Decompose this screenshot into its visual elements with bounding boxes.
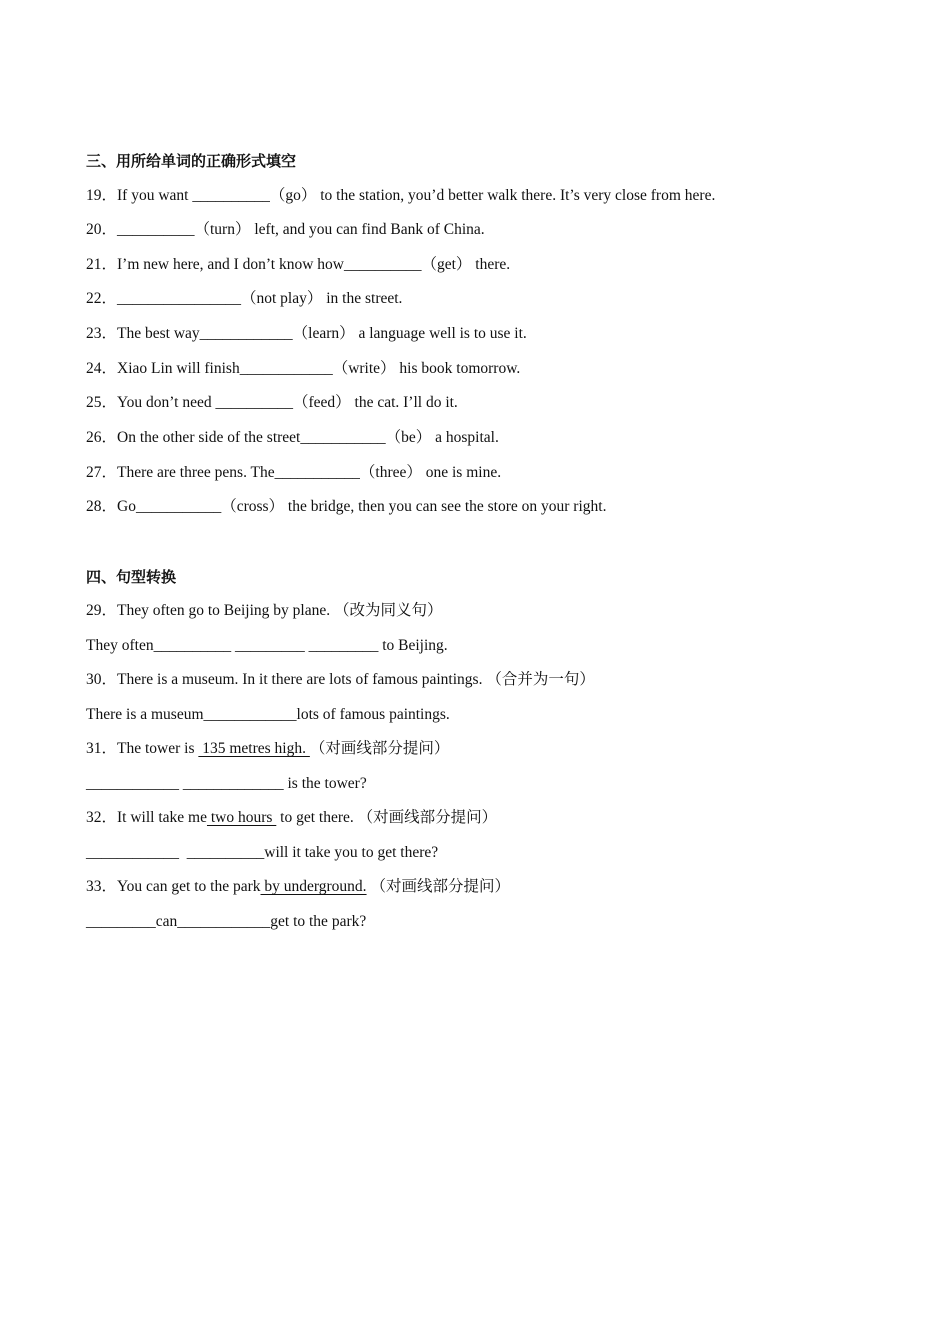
- section-3-heading: 三、用所给单词的正确形式填空: [86, 152, 297, 170]
- question-31: [86, 739, 449, 759]
- question-30: 30．There is a museum. In it there are lots of famous paintings. （合并为一句）: [86, 671, 595, 688]
- question-31-text: 31．The tower is: [86, 740, 199, 757]
- question-24: 24．Xiao Lin will finish____________（write） his book tomorrow.: [86, 360, 521, 377]
- question-33: [86, 877, 510, 897]
- section-4-heading: 四、句型转换: [86, 568, 177, 586]
- question-31-instruction: （对画线部分提问）: [309, 740, 450, 757]
- question-25: 25．You don’t need __________（feed） the cat. I’ll do it.: [86, 394, 458, 411]
- answer-33: _________can____________get to the park?: [86, 913, 367, 930]
- answer-32: ____________ __________will it take you to get there?: [86, 844, 439, 861]
- question-33-text: 33．You can get to the park: [86, 878, 261, 895]
- question-32: [86, 808, 497, 828]
- question-32-underlined: two hours: [206, 809, 277, 826]
- question-23: 23．The best way____________（learn） a language well is to use it.: [86, 325, 527, 342]
- answer-30: There is a museum____________lots of famous paintings.: [86, 706, 450, 723]
- question-21: 21．I’m new here, and I don’t know how__________（get） there.: [86, 256, 511, 273]
- question-33-instruction: （对画线部分提问）: [366, 878, 510, 895]
- question-33-underlined: by underground.: [260, 878, 367, 895]
- question-26: 26．On the other side of the street___________（be） a hospital.: [86, 429, 499, 446]
- question-32-instruction: to get there. （对画线部分提问）: [276, 809, 498, 826]
- answer-29: They often__________ _________ _________ to Beijing.: [86, 637, 448, 654]
- question-19: 19．If you want __________（go） to the station, you’d better walk there. It’s very close from here.: [86, 187, 716, 204]
- question-20: 20．__________（turn） left, and you can find Bank of China.: [86, 221, 485, 238]
- question-22: 22．________________（not play） in the street.: [86, 290, 403, 307]
- question-27: 27．There are three pens. The___________（three） one is mine.: [86, 464, 502, 481]
- question-28: 28．Go___________（cross） the bridge, then you can see the store on your right.: [86, 498, 607, 515]
- answer-31: ____________ _____________ is the tower?: [86, 775, 367, 792]
- question-31-underlined: 135 metres high.: [198, 740, 310, 757]
- question-32-text: 32．It will take me: [86, 809, 207, 826]
- question-29: 29．They often go to Beijing by plane. （改为同义句）: [86, 602, 443, 619]
